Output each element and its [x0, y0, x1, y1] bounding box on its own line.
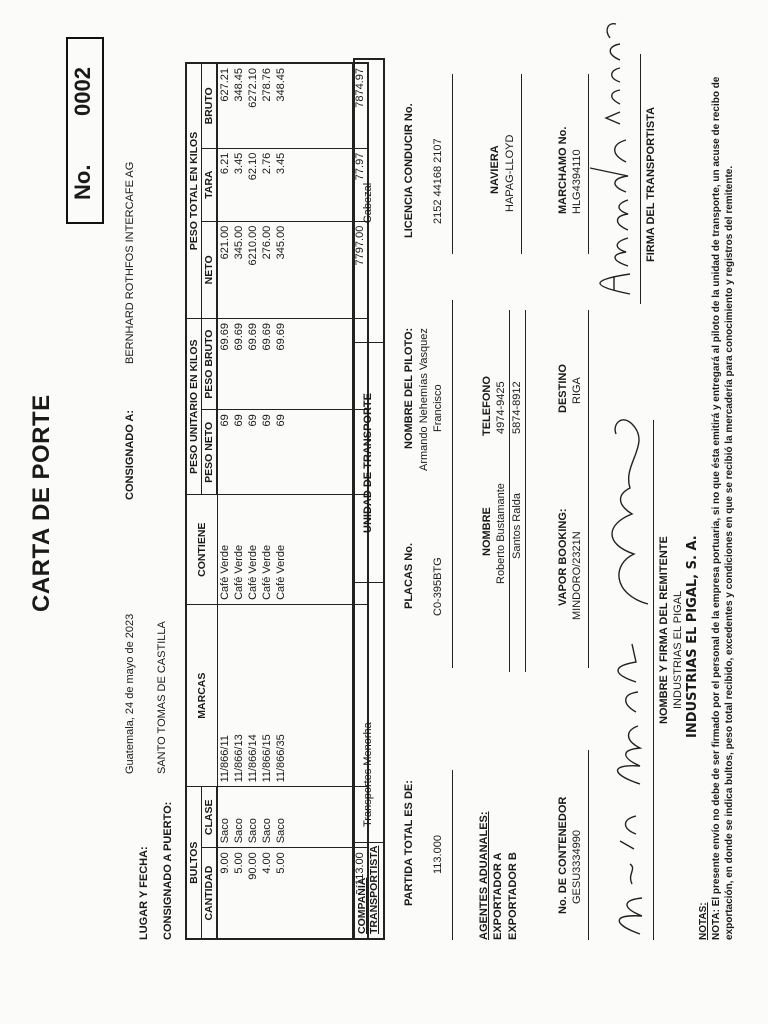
table-cell: 276.00 [260, 221, 274, 318]
signature-strokes [590, 24, 630, 294]
remitente-company: INDUSTRIAS EL PIGAL [672, 590, 684, 709]
destino-value: RIGA [571, 377, 583, 404]
table-cell: Café Verde [274, 495, 288, 605]
table-cell: Saco [246, 787, 260, 848]
naviera-label: NAVIERA [489, 145, 501, 194]
placas-value: C0-395BTG [432, 557, 444, 616]
col-header-cantidad: CANTIDAD [202, 848, 218, 939]
number-label: No. [70, 164, 95, 200]
destino-label: DESTINO [557, 364, 569, 413]
table-cell: 90.00 [246, 848, 260, 939]
unidad-value: Cabezal [362, 182, 374, 224]
table-cell: 6272.10 [246, 63, 260, 148]
group-header-total: PESO TOTAL EN KILOS [186, 63, 202, 319]
table-cell: Saco [260, 787, 274, 848]
document-number: 0002 [70, 67, 95, 116]
table-cell: 69.69 [232, 319, 246, 410]
table-cell: 627.21 [217, 63, 232, 148]
table-cell: 2.76 [260, 148, 274, 221]
table-cell: 5.00 [232, 848, 246, 939]
table-cell: 11/866/35 [274, 604, 288, 787]
col-header-peso-bruto: PESO BRUTO [202, 319, 218, 410]
table-cell: 69.69 [260, 319, 274, 410]
telefono-label: TELEFONO [481, 376, 493, 436]
piloto-value-1: Armando Nehemías Vasquez [418, 328, 430, 471]
exportador-b-label: EXPORTADOR B [507, 852, 519, 940]
table-cell: Café Verde [232, 495, 246, 605]
placas-label: PLACAS No. [403, 543, 415, 609]
notes-text: NOTA: El presente envío no debe de ser firmado por el personal de la empresa portuaria, si no que ésta emitirá y entregará al piloto de la unidad de transporte, un acuse de recibo de exportación, en donde se indica bultos, peso total recibido, excedentes y condiciones en que se recibió la mercadería para conocimiento y registros del remitente. [711, 76, 735, 940]
table-cell: 69 [232, 410, 246, 495]
table-cell: 69.69 [217, 319, 232, 410]
consignado-label: CONSIGNADO A: [124, 409, 136, 500]
table-row [260, 63, 274, 939]
table-cell: 11/866/11 [217, 604, 232, 787]
table-cell: 69.69 [274, 319, 288, 410]
partida-label: PARTIDA TOTAL ES DE: [403, 780, 415, 906]
col-header-clase: CLASE [202, 787, 218, 848]
group-header-unitario: PESO UNITARIO EN KILOS [186, 319, 202, 495]
telefono-a: 4974-9425 [495, 381, 507, 434]
licencia-label: LICENCIA CONDUCIR No. [403, 103, 415, 238]
table-cell: 345.00 [274, 221, 288, 318]
piloto-label: NOMBRE DEL PILOTO: [403, 327, 415, 449]
table-cell: 621.00 [217, 221, 232, 318]
table-cell: 3.45 [274, 148, 288, 221]
table-row [232, 63, 246, 939]
notes-block [697, 40, 736, 940]
table-cell: 11/866/13 [232, 604, 246, 787]
total-tara: 77.97 [353, 148, 369, 221]
partida-value: 113.000 [432, 835, 444, 874]
table-cell: 4.00 [260, 848, 274, 939]
table-cell: 6210.00 [246, 221, 260, 318]
marchamo-label: MARCHAMO No. [557, 126, 569, 214]
table-cell: 3.45 [232, 148, 246, 221]
table-cell: 6.21 [217, 148, 232, 221]
col-header-contiene: CONTIENE [186, 495, 217, 605]
telefono-b: 5874-8912 [511, 381, 523, 434]
lugar-value: Guatemala, 24 de mayo de 2023 [124, 613, 136, 774]
lugar-label: LUGAR Y FECHA: [138, 846, 150, 940]
piloto-value-2: Francisco [432, 384, 444, 432]
table-cell: 278.76 [260, 63, 274, 148]
total-neto: 7797.00 [353, 221, 369, 318]
total-cantidad: 113.00 [353, 848, 369, 939]
col-header-tara: TARA [202, 148, 218, 221]
col-header-neto: NETO [202, 221, 218, 318]
total-bruto: 7874.97 [353, 63, 369, 148]
marchamo-value: HLG4394110 [571, 149, 583, 214]
nombre-label: NOMBRE [481, 507, 493, 556]
vapor-value: MINDORO/2321N [571, 531, 583, 620]
company-stamp: INDUSTRIAS EL PIGAL, S. A. [685, 535, 700, 738]
col-header-marcas: MARCAS [186, 604, 217, 787]
transportista-label: FIRMA DEL TRANSPORTISTA [645, 106, 657, 262]
agentes-label: AGENTES ADUANALES: [478, 811, 490, 940]
table-cell: Saco [232, 787, 246, 848]
table-cell: 11/866/14 [246, 604, 260, 787]
table-cell: 11/866/15 [260, 604, 274, 787]
table-cell: 69 [246, 410, 260, 495]
table-cell: Saco [217, 787, 232, 848]
puerto-value: SANTO TOMAS DE CASTILLA [156, 621, 168, 774]
table-cell: 62.10 [246, 148, 260, 221]
table-row [246, 63, 260, 939]
table-cell: 348.45 [274, 63, 288, 148]
transport-box [353, 58, 385, 940]
table-cell: Saco [274, 787, 288, 848]
signature-strokes [612, 420, 648, 934]
transportista-signature [570, 4, 650, 304]
table-cell: 5.00 [274, 848, 288, 939]
table-row [274, 63, 288, 939]
compania-value: Transportes Menorha [362, 722, 374, 827]
col-header-peso-neto: PESO NETO [202, 410, 218, 495]
group-header-bultos: BULTOS [186, 787, 202, 939]
puerto-label: CONSIGNADO A PUERTO: [162, 801, 174, 940]
licencia-value: 2152 44168 2107 [432, 138, 444, 224]
table-cell: 348.45 [232, 63, 246, 148]
notes-label: NOTAS: [698, 902, 709, 940]
contenedor-label: No. DE CONTENEDOR [557, 796, 569, 914]
exportador-a-label: EXPORTADOR A [492, 852, 504, 940]
col-header-bruto: BRUTO [202, 63, 218, 148]
naviera-value: HAPAG-LLOYD [504, 134, 516, 212]
table-cell: 69 [260, 410, 274, 495]
table-cell: 69 [274, 410, 288, 495]
cargo-table [185, 62, 369, 940]
compania-label: COMPAÑÍA TRANSPORTISTA [356, 845, 380, 934]
table-cell: 69.69 [246, 319, 260, 410]
table-row [217, 63, 232, 939]
vapor-label: VAPOR BOOKING: [557, 508, 569, 606]
table-cell: 9.00 [217, 848, 232, 939]
remitente-signature [592, 344, 662, 944]
table-cell: Café Verde [260, 495, 274, 605]
table-cell: 345.00 [232, 221, 246, 318]
nombre-b: Santos Ralda [511, 492, 523, 559]
contenedor-value: GESU3334990 [571, 830, 583, 904]
consignado-value: BERNHARD ROTHFOS INTERCAFE AG [124, 161, 136, 364]
table-cell: 69 [217, 410, 232, 495]
nombre-a: Roberto Bustamante [495, 483, 507, 584]
table-cell: Café Verde [217, 495, 232, 605]
table-cell: Café Verde [246, 495, 260, 605]
unidad-label: UNIDAD DE TRANSPORTE [362, 393, 374, 533]
remitente-label: NOMBRE Y FIRMA DEL REMITENTE [658, 536, 670, 724]
document-title: CARTA DE PORTE [28, 394, 55, 612]
